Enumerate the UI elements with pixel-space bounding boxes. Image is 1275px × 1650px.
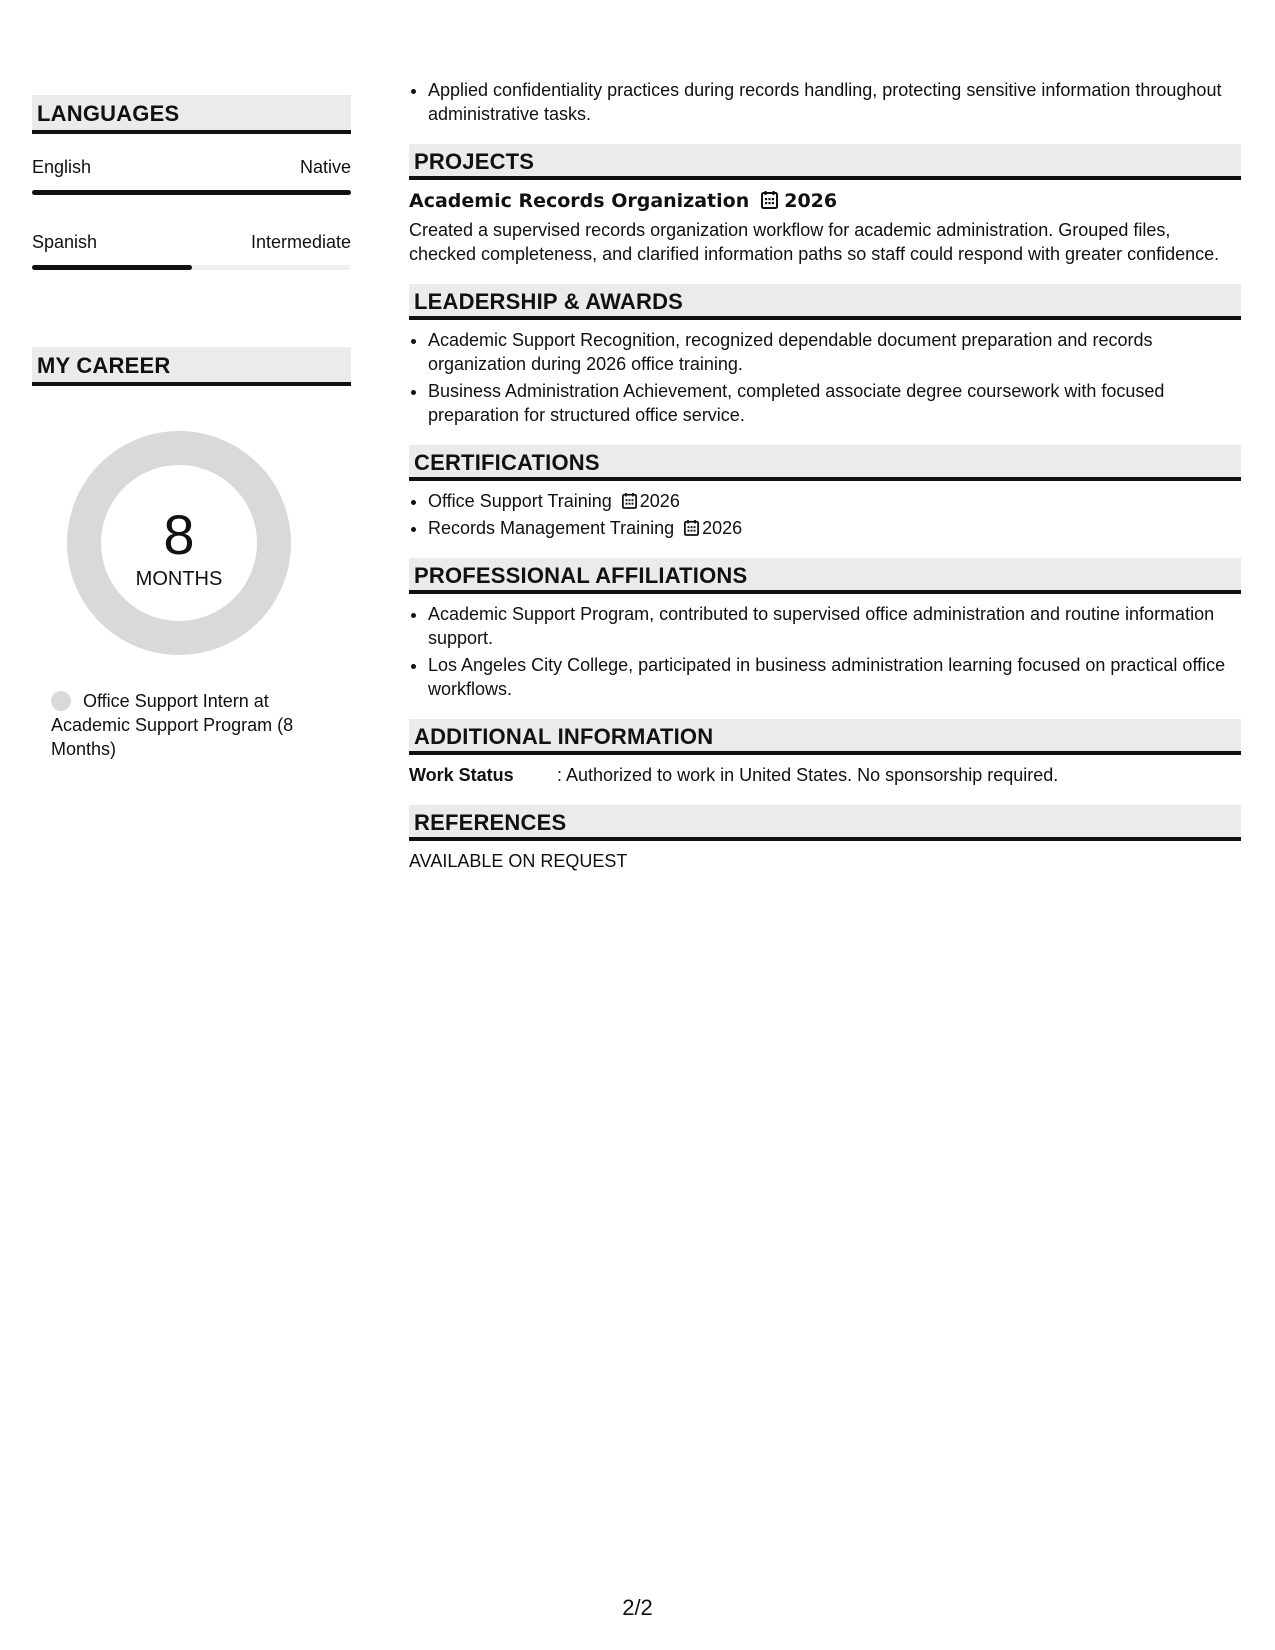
- language-name: English: [32, 157, 92, 177]
- leadership-section: [409, 284, 1241, 427]
- list-item: [428, 489, 1241, 513]
- certifications-list: [409, 489, 1241, 540]
- language-level: Native: [299, 157, 351, 177]
- calendar-icon: [684, 519, 699, 536]
- certification-name: Office Support Training: [428, 491, 612, 511]
- references-section: [409, 805, 1241, 873]
- references-text: AVAILABLE ON REQUEST: [409, 851, 628, 871]
- career-legend-dot: [51, 691, 71, 711]
- calendar-icon: [622, 492, 637, 509]
- language-proficiency-bar: [32, 265, 351, 270]
- affiliations-section: [409, 558, 1241, 701]
- list-item: • Academic Support Program, contributed to supervised office administration and routine information support.: [428, 602, 1241, 650]
- leadership-heading: LEADERSHIP & AWARDS: [409, 284, 1241, 320]
- project-year: 2026: [784, 190, 838, 212]
- calendar-icon: [761, 190, 778, 209]
- career-total-number: 8: [163, 503, 195, 566]
- experience-continued-list: [409, 78, 1241, 126]
- work-status-value: : Authorized to work in United States. No sponsorship required.: [557, 765, 1059, 785]
- certifications-heading: CERTIFICATIONS: [409, 445, 1241, 481]
- list-item: • Business Administration Achievement, completed associate degree coursework with focused preparation for structured office service.: [428, 379, 1241, 427]
- language-proficiency-fill: [32, 190, 351, 195]
- project-title-row: [409, 188, 1241, 214]
- left-column: [32, 95, 351, 761]
- language-proficiency-fill: [32, 265, 192, 270]
- certification-name: Records Management Training: [428, 518, 675, 538]
- list-item: • Los Angeles City College, participated in business administration learning focused on practical office workflows.: [428, 653, 1241, 701]
- certification-year: 2026: [639, 491, 680, 511]
- career-total-unit: MONTHS: [135, 568, 223, 590]
- project-description: Created a supervised records organization workflow for academic administration. Grouped files, checked completeness, and clarified information paths so staff could respond with greater confidence.: [409, 220, 1220, 264]
- career-heading: MY CAREER: [32, 347, 351, 386]
- leadership-list: [409, 328, 1241, 427]
- languages-heading: LANGUAGES: [32, 95, 351, 134]
- affiliations-list: [409, 602, 1241, 701]
- work-status-row: [409, 763, 1241, 787]
- additional-info-section: [409, 719, 1241, 787]
- affiliations-heading: PROFESSIONAL AFFILIATIONS: [409, 558, 1241, 594]
- page-number: 2/2: [622, 1595, 653, 1620]
- list-item: [428, 516, 1241, 540]
- career-donut: [67, 431, 291, 655]
- projects-heading: PROJECTS: [409, 144, 1241, 180]
- language-spanish: [32, 231, 351, 270]
- language-level: Intermediate: [250, 232, 351, 252]
- certifications-section: [409, 445, 1241, 540]
- project-title: Academic Records Organization: [409, 190, 750, 212]
- language-english: [32, 156, 351, 195]
- career-entry-text: Office Support Intern at Academic Support Program (8 Months): [51, 691, 294, 759]
- references-heading: REFERENCES: [409, 805, 1241, 841]
- projects-section: [409, 144, 1241, 266]
- language-name: Spanish: [32, 232, 98, 252]
- right-column: [409, 78, 1241, 891]
- additional-info-heading: ADDITIONAL INFORMATION: [409, 719, 1241, 755]
- career-entry: [51, 689, 351, 761]
- list-item: • Academic Support Recognition, recognized dependable document preparation and records organization during 2026 office training.: [428, 328, 1241, 376]
- career-section: [32, 347, 351, 761]
- language-proficiency-bar: [32, 190, 351, 195]
- list-item: • Applied confidentiality practices during records handling, protecting sensitive information throughout administrative tasks.: [428, 78, 1241, 126]
- certification-year: 2026: [702, 518, 743, 538]
- work-status-label: Work Status: [409, 765, 514, 785]
